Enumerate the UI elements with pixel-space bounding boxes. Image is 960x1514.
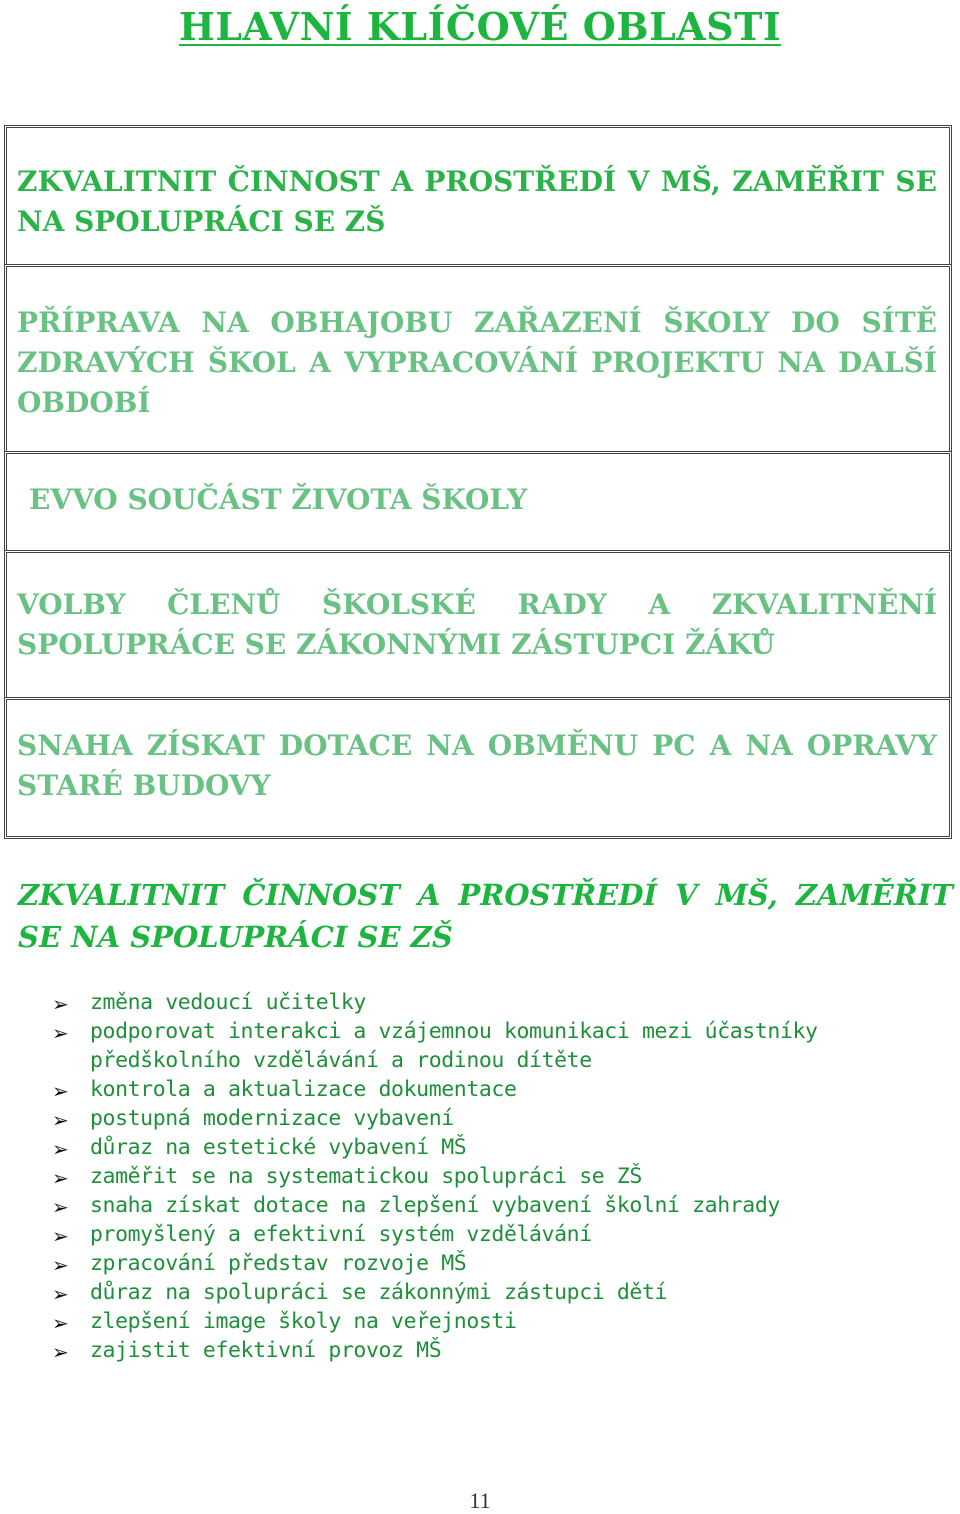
page-number: 11 [469, 1488, 491, 1513]
list-item: ➢ zaměřit se na systematickou spolupráci se ZŠ [52, 1162, 932, 1191]
arrow-bullet-icon: ➢ [52, 1166, 69, 1190]
list-item: ➢ změna vedoucí učitelky [52, 988, 932, 1017]
arrow-bullet-icon: ➢ [52, 1021, 69, 1045]
section-subheading: ZKVALITNIT ČINNOST A PROSTŘEDÍ V MŠ, ZAMĚŘIT SE NA SPOLUPRÁCI SE ZŠ [18, 878, 953, 954]
arrow-bullet-icon: ➢ [52, 1079, 69, 1103]
goals-list [52, 988, 932, 1365]
list-item: ➢ zajistit efektivní provoz MŠ [52, 1336, 932, 1365]
list-item: ➢ snaha získat dotace na zlepšení vybavení školní zahrady [52, 1191, 932, 1220]
list-item: ➢ kontrola a aktualizace dokumentace [52, 1075, 932, 1104]
arrow-bullet-icon: ➢ [52, 1137, 69, 1161]
arrow-bullet-icon: ➢ [52, 1224, 69, 1248]
key-area-text: VOLBY ČLENŮ ŠKOLSKÉ RADY A ZKVALITNĚNÍ SPOLUPRÁCE SE ZÁKONNÝMI ZÁSTUPCI ŽÁKŮ [17, 588, 937, 661]
list-item: ➢ důraz na spolupráci se zákonnými zástupci dětí [52, 1278, 932, 1307]
arrow-bullet-icon: ➢ [52, 1311, 69, 1335]
key-area-box [4, 125, 952, 267]
key-area-box [4, 451, 952, 553]
arrow-bullet-icon: ➢ [52, 1282, 69, 1306]
arrow-bullet-icon: ➢ [52, 1253, 69, 1277]
key-area-text: EVVO SOUČÁST ŽIVOTA ŠKOLY [29, 483, 528, 516]
list-item: ➢ postupná modernizace vybavení [52, 1104, 932, 1133]
key-area-box [4, 550, 952, 700]
list-item: ➢ důraz na estetické vybavení MŠ [52, 1133, 932, 1162]
page-title: HLAVNÍ KLÍČOVÉ OBLASTI [178, 4, 782, 49]
key-area-text: PŘÍPRAVA NA OBHAJOBU ZAŘAZENÍ ŠKOLY DO SÍTĚ ZDRAVÝCH ŠKOL A VYPRACOVÁNÍ PROJEKTU NA DALŠÍ OBDOBÍ [17, 306, 937, 419]
list-item: ➢ zlepšení image školy na veřejnosti [52, 1307, 932, 1336]
list-item: ➢ zpracování představ rozvoje MŠ [52, 1249, 932, 1278]
arrow-bullet-icon: ➢ [52, 992, 69, 1016]
key-area-text: SNAHA ZÍSKAT DOTACE NA OBMĚNU PC A NA OPRAVY STARÉ BUDOVY [17, 729, 937, 802]
key-areas-boxes [4, 128, 952, 839]
list-item: ➢ promyšlený a efektivní systém vzdělávání [52, 1220, 932, 1249]
list-item: ➢ podporovat interakci a vzájemnou komunikaci mezi účastníky předškolního vzdělávání a rodinou dítěte [52, 1019, 818, 1073]
arrow-bullet-icon: ➢ [52, 1108, 69, 1132]
key-area-box [4, 264, 952, 454]
arrow-bullet-icon: ➢ [52, 1195, 69, 1219]
key-area-box [4, 697, 952, 839]
key-area-text: ZKVALITNIT ČINNOST A PROSTŘEDÍ V MŠ, ZAMĚŘIT SE NA SPOLUPRÁCI SE ZŠ [17, 165, 937, 238]
arrow-bullet-icon: ➢ [52, 1340, 69, 1364]
